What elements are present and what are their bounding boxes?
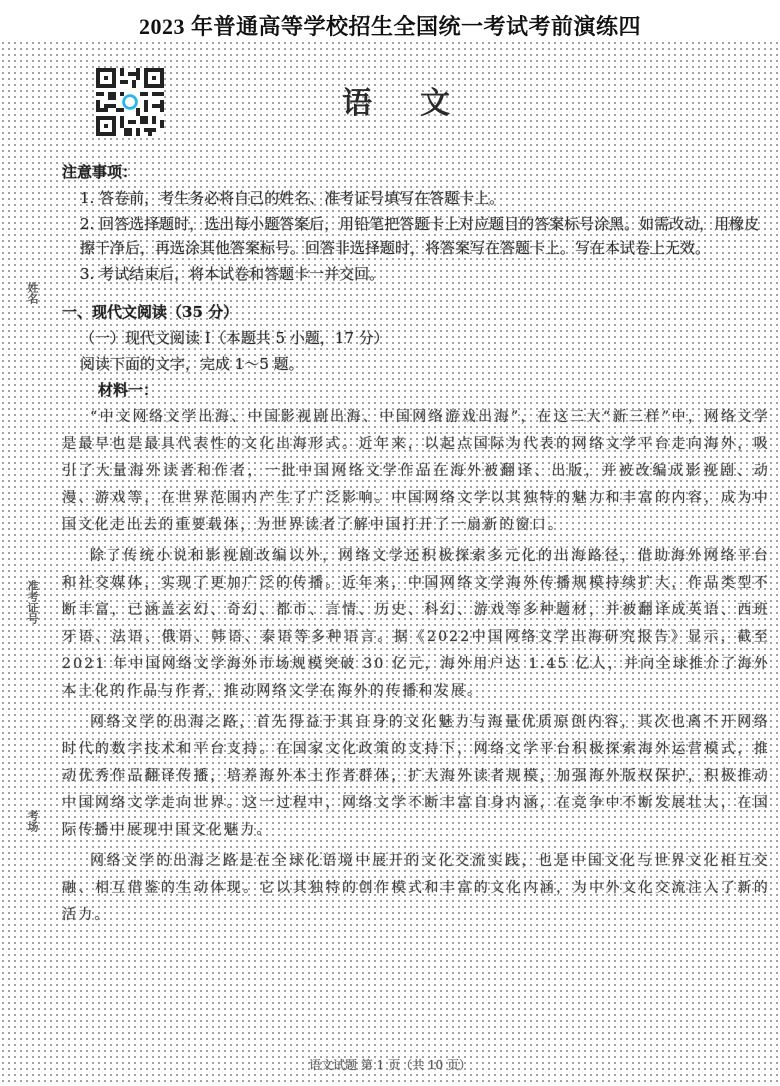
section-instruction: 阅读下面的文字，完成 1～5 题。 xyxy=(80,355,304,373)
qr-code-icon xyxy=(96,68,164,136)
material-paragraph-4: 网络文学的出海之路是在全球化语境中展开的文化交流实践，也是中国文化与世界文化相互交融、相互借鉴的生动体现。它以其独特的创作模式和丰富的文化内涵，为中外文化交流注入了新的活力。 xyxy=(62,853,770,923)
document-body xyxy=(62,160,770,933)
section-heading: 一、现代文阅读（35 分） xyxy=(62,303,239,321)
page-footer: 语文试题 第 1 页（共 10 页） xyxy=(309,1058,471,1072)
notes-heading: 注意事项： xyxy=(62,163,138,181)
side-label-exam-number: 准考证号 xyxy=(26,580,39,624)
side-label-room: 考场 xyxy=(26,810,39,832)
note-item-1: 1. 答卷前，考生务必将自己的姓名、准考证号填写在答题卡上。 xyxy=(80,189,505,207)
material-paragraph-2: 除了传统小说和影视剧改编以外，网络文学还积极探索多元化的出海路径，借助海外网络平台和社交媒体，实现了更加广泛的传播。近年来，中国网络文学海外传播规模持续扩大，作品类型不断丰富，已涵盖玄幻、奇幻、都市、言情、历史、科幻、游戏等多种题材，并被翻译成英语、西班牙语、法语、俄语、韩语、泰语等多种语言。据《2022中国网络文学出海研究报告》显示，截至 2021 年中国网络文学海外市场规模突破 30 亿元，海外用户达 1.45 亿人，并向全球推介了海外本土化的作品与作者，推动网络文学在海外的传播和发展。 xyxy=(62,548,770,699)
material-label: 材料一： xyxy=(98,381,159,399)
material-paragraph-1: “中文网络文学出海、中国影视剧出海、中国网络游戏出海”，在这三大“新三样”中，网络文学是最早也是最具代表性的文化出海形式。近年来，以起点国际为代表的网络文学平台走向海外，吸引了大量海外读者和作者，一批中国网络文学作品在海外被翻译、出版，并被改编成影视剧、动漫、游戏等，在世界范围内产生了广泛影响。中国网络文学以其独特的魅力和丰富的内容，成为中国文化走出去的重要载体，为世界读者了解中国打开了一扇新的窗口。 xyxy=(62,409,770,533)
side-label-name: 姓名 xyxy=(26,282,39,304)
subject-title: 语文 xyxy=(342,86,498,121)
material-paragraph-3: 网络文学的出海之路，首先得益于其自身的文化魅力与海量优质原创内容，其次也离不开网络时代的数字技术和平台支持。在国家文化政策的支持下，网络文学平台积极探索海外运营模式，推动优秀作品翻译传播，培养海外本土作者群体，扩大海外读者规模，加强海外版权保护，积极推动中国网络文学走向世界。这一过程中，网络文学不断丰富自身内涵，在竞争中不断发展壮大，在国际传播中展现中国文化魅力。 xyxy=(62,714,770,838)
section-sub-heading: （一）现代文阅读 I（本题共 5 小题，17 分） xyxy=(80,329,389,347)
exam-title: 2023 年普通高等学校招生全国统一考试考前演练四 xyxy=(138,14,641,39)
note-item-2: 2. 回答选择题时，选出每小题答案后，用铅笔把答题卡上对应题目的答案标号涂黑。如需改动，用橡皮擦干净后，再选涂其他答案标号。回答非选择题时，将答案写在答题卡上。写在本试卷上无效。 xyxy=(80,215,760,257)
note-item-3: 3. 考试结束后，将本试卷和答题卡一并交回。 xyxy=(80,265,385,283)
